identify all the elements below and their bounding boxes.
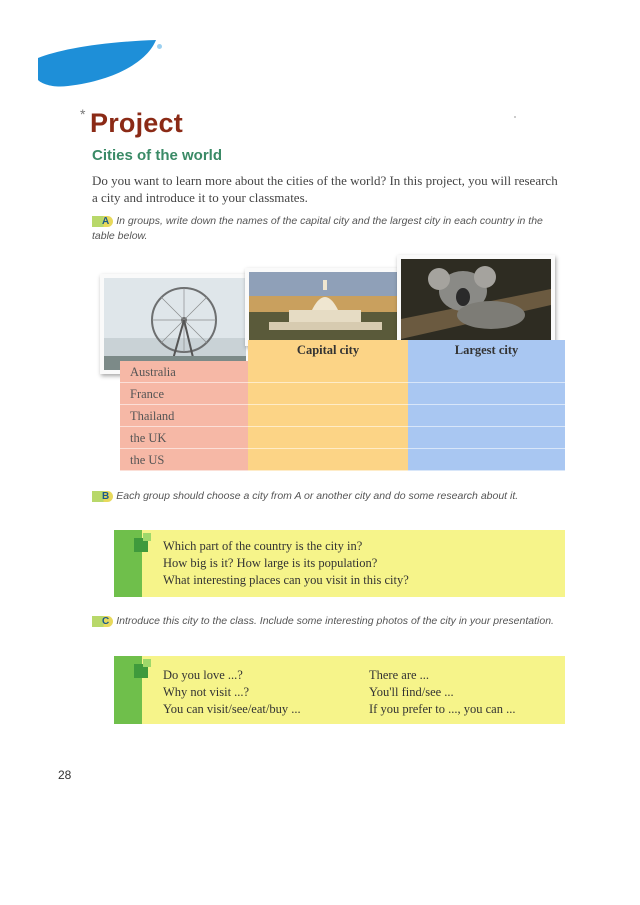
- largest-cell[interactable]: [408, 427, 565, 449]
- capital-cell[interactable]: [248, 405, 408, 427]
- step-a-instruction: [92, 214, 557, 244]
- capital-cell[interactable]: [248, 383, 408, 405]
- research-questions-box: [114, 530, 565, 597]
- step-b-instruction: [92, 489, 557, 504]
- page-number: 28: [58, 768, 72, 782]
- table-row-country: Australia: [120, 361, 248, 383]
- decorative-dot: [157, 44, 162, 49]
- question-line: Which part of the country is the city in?: [163, 539, 363, 553]
- page-subtitle: Cities of the world: [92, 147, 223, 164]
- box-square-icon-small: [143, 659, 151, 667]
- largest-cell[interactable]: [408, 449, 565, 471]
- expression-line: If you prefer to ..., you can ...: [369, 702, 516, 716]
- expression-line: There are ...: [369, 668, 430, 682]
- largest-cell[interactable]: [408, 405, 565, 427]
- step-c-text: Introduce this city to the class. Include some interesting photos of the city in your presentation.: [116, 615, 554, 627]
- largest-city-header: Largest city: [408, 340, 565, 361]
- step-b-badge: B: [92, 491, 113, 502]
- decorative-speck: [514, 116, 516, 118]
- capitol-building-photo: [245, 268, 406, 346]
- table-row-country: the US: [120, 449, 248, 471]
- capital-cell[interactable]: [248, 361, 408, 383]
- ferris-wheel-photo: [100, 274, 250, 374]
- step-c-badge: C: [92, 616, 113, 627]
- largest-cell[interactable]: [408, 383, 565, 405]
- capital-city-header: Capital city: [248, 340, 408, 361]
- step-a-text: In groups, write down the names of the capital city and the largest city in each country in the table below.: [92, 215, 543, 242]
- capital-cell[interactable]: [248, 427, 408, 449]
- step-a-badge: A: [92, 216, 113, 227]
- useful-expressions-box: [114, 656, 565, 724]
- table-row-country: France: [120, 383, 248, 405]
- intro-paragraph: Do you want to learn more about the cities of the world? In this project, you will research a city and introduce it to your classmates.: [92, 173, 558, 205]
- expression-line: Do you love ...?: [163, 668, 243, 682]
- optional-star-marker: *: [80, 106, 86, 122]
- decorative-blue-shape: [38, 40, 156, 88]
- capital-cell[interactable]: [248, 449, 408, 471]
- largest-cell[interactable]: [408, 361, 565, 383]
- step-c-instruction: [92, 614, 557, 629]
- table-row-country: Thailand: [120, 405, 248, 427]
- expression-line: You can visit/see/eat/buy ...: [163, 702, 301, 716]
- box-square-icon-small: [143, 533, 151, 541]
- step-b-text: Each group should choose a city from A or another city and do some research about it.: [116, 490, 519, 502]
- koala-photo: [397, 255, 555, 345]
- expression-line: You'll find/see ...: [369, 685, 454, 699]
- question-line: What interesting places can you visit in this city?: [163, 573, 409, 587]
- page-title: Project: [90, 108, 183, 138]
- expression-line: Why not visit ...?: [163, 685, 250, 699]
- question-line: How big is it? How large is its population?: [163, 556, 378, 570]
- table-row-country: the UK: [120, 427, 248, 449]
